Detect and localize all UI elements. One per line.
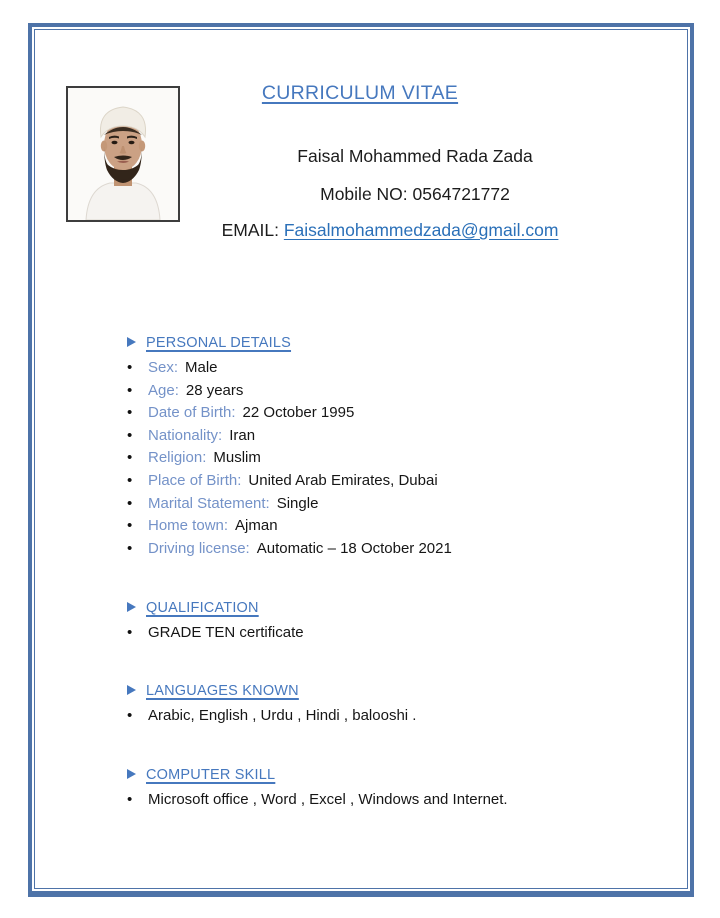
bullet-icon: • [127,791,133,808]
list-item-driving-license: • Driving license: Automatic – 18 October 2021 [127,538,684,561]
arrow-bullet-icon [127,769,136,779]
bullet-icon: • [127,539,133,557]
bullet-icon: • [127,471,133,489]
list-item-home-town: • Home town: Ajman [127,515,684,538]
list-item-age: • Age: 28 years [127,380,684,403]
arrow-bullet-icon [127,602,136,612]
bullet-icon: • [127,494,133,512]
bullet-icon: • [127,359,133,376]
section-languages-known [127,680,684,728]
mobile-line [110,184,720,205]
section-heading-row [127,764,684,786]
section-heading-computer-skill: COMPUTER SKILL [146,767,276,783]
list-item-place-of-birth: • Place of Birth: United Arab Emirates, Dubai [127,470,684,493]
mobile-number: 0564721772 [412,184,510,204]
section-heading-row [127,680,684,702]
section-heading-row [127,332,684,354]
list-item-qualification: • GRADE TEN certificate [127,622,684,645]
list-item-sex: • Sex: Male [127,357,684,380]
bullet-icon: • [127,517,133,535]
mobile-label: Mobile NO: [320,184,408,204]
person-name: Faisal Mohammed Rada Zada [297,146,533,166]
personal-details-list [127,357,684,560]
bullet-icon: • [127,707,133,724]
section-heading-personal-details: PERSONAL DETAILS [146,335,292,351]
languages-list [127,705,684,728]
email-line [60,220,720,241]
section-heading-qualification: QUALIFICATION [146,600,259,616]
bullet-icon: • [127,381,133,399]
bullet-icon: • [127,404,133,422]
qualification-list [127,622,684,645]
bullet-icon: • [127,426,133,444]
list-item-religion: • Religion: Muslim [127,447,684,470]
section-qualification [127,597,684,645]
section-heading-row [127,597,684,619]
list-item-date-of-birth: • Date of Birth: 22 October 1995 [127,402,684,425]
computer-skill-list [127,789,684,812]
list-item-languages: • Arabic, English , Urdu , Hindi , balooshi . [127,705,684,728]
list-item-marital-statement: • Marital Statement: Single [127,493,684,516]
bullet-icon: • [127,449,133,467]
page-title: CURRICULUM VITAE [261,82,459,104]
section-computer-skill [127,764,684,812]
section-heading-languages-known: LANGUAGES KNOWN [146,683,299,699]
arrow-bullet-icon [127,337,136,347]
section-personal-details [127,332,684,560]
bullet-icon: • [127,624,133,641]
arrow-bullet-icon [127,685,136,695]
list-item-nationality: • Nationality: Iran [127,425,684,448]
email-label: EMAIL: [221,220,279,240]
list-item-computer-skill: • Microsoft office , Word , Excel , Windows and Internet. [127,789,684,812]
email-link[interactable]: Faisalmohammedzada@gmail.com [283,220,559,240]
